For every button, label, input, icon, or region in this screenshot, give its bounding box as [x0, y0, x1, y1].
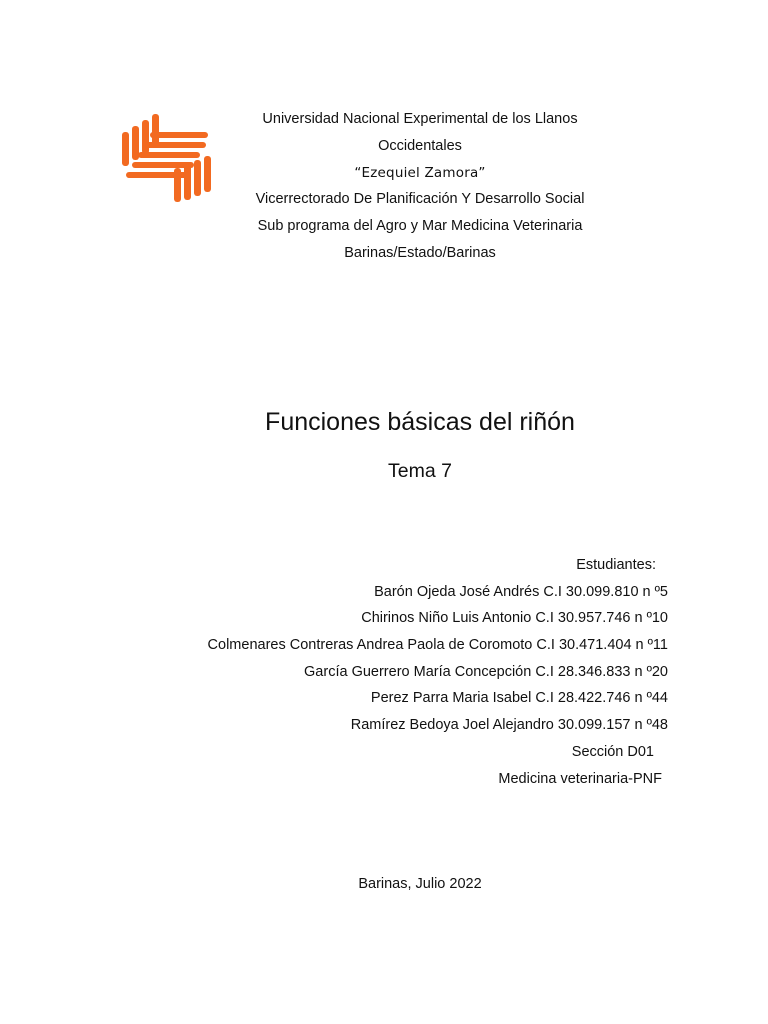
header-university-name-cont: Occidentales [378, 137, 462, 154]
student-item: García Guerrero María Concepción C.I 28.346.833 n º20 [304, 663, 668, 680]
header-university-nickname: “Ezequiel Zamora” [354, 164, 486, 181]
program-label: Medicina veterinaria-PNF [498, 770, 662, 787]
student-item: Chirinos Niño Luis Antonio C.I 30.957.746 n º10 [361, 610, 668, 627]
section-label: Sección D01 [571, 743, 654, 760]
header-vice-rectorate: Vicerrectorado De Planificación Y Desarrollo Social [255, 191, 585, 208]
students-label: Estudiantes: [576, 557, 656, 573]
student-item: Perez Parra Maria Isabel C.I 28.422.746 n º44 [370, 690, 668, 707]
header-university-name: Universidad Nacional Experimental de los Llanos [262, 111, 578, 127]
document-subtitle: Tema 7 [388, 460, 452, 482]
header-subprogram: Sub programa del Agro y Mar Medicina Veterinaria [257, 218, 583, 235]
header-location: Barinas/Estado/Barinas [344, 244, 496, 261]
place-date: Barinas, Julio 2022 [358, 876, 482, 892]
student-item: Ramírez Bedoya Joel Alejandro 30.099.157 n º48 [350, 717, 668, 734]
student-item: Barón Ojeda José Andrés C.I 30.099.810 n º5 [374, 583, 668, 600]
student-item: Colmenares Contreras Andrea Paola de Coromoto C.I 30.471.404 n º11 [207, 637, 668, 654]
institution-header [170, 106, 670, 267]
document-title: Funciones básicas del riñón [265, 408, 575, 436]
students-block [208, 552, 668, 792]
